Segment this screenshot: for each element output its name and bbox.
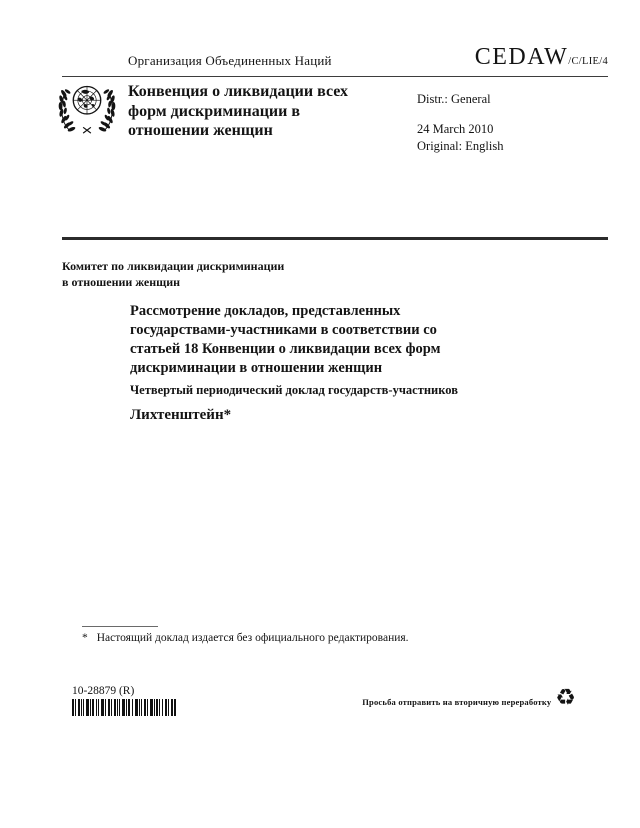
recycle-text: Просьба отправить на вторичную переработку [362,696,552,707]
convention-title-line: Конвенция о ликвидации всех [128,83,349,100]
convention-title-line: форм дискриминации в [128,102,301,120]
footnote-text: Настоящий доклад издается без официального редактирования. [96,632,409,644]
document-date: 24 March 2010 [417,122,494,136]
committee-name-line: Комитет по ликвидации дискриминации [62,259,285,273]
section-rule [62,237,608,240]
convention-title [128,82,378,141]
recycle-notice [362,687,576,710]
footnote-rule [82,626,158,627]
document-symbol-suffix: /C/LIE/4 [568,56,608,67]
convention-title-line: отношении женщин [128,122,273,139]
distribution-label: Distr.: General [417,92,491,106]
document-number: 10-28879 (R) [72,685,135,697]
organization-name: Организация Объединенных Наций [128,53,332,68]
report-title-line: государствами-участниками в соответствии со [130,322,437,338]
country-name: Лихтенштейн* [130,407,232,423]
report-title-line: Рассмотрение докладов, представленных [130,303,401,319]
document-symbol-main: CEDAW [474,44,569,70]
committee-name [62,258,362,290]
un-emblem-icon [56,78,118,136]
report-title-line: дискриминации в отношении женщин [130,360,383,376]
report-subtitle: Четвертый периодический доклад государств-участников [130,383,458,397]
recycle-icon: ♻ [555,685,576,711]
document-symbol [475,44,608,71]
footnote [82,632,542,644]
original-language: Original: English [417,139,504,153]
report-title [130,302,490,378]
report-title-line: статьей 18 Конвенции о ликвидации всех форм [130,341,441,357]
committee-name-line: в отношении женщин [62,275,181,289]
barcode [72,699,176,721]
header-rule [62,76,608,77]
footnote-marker: * [82,632,88,644]
